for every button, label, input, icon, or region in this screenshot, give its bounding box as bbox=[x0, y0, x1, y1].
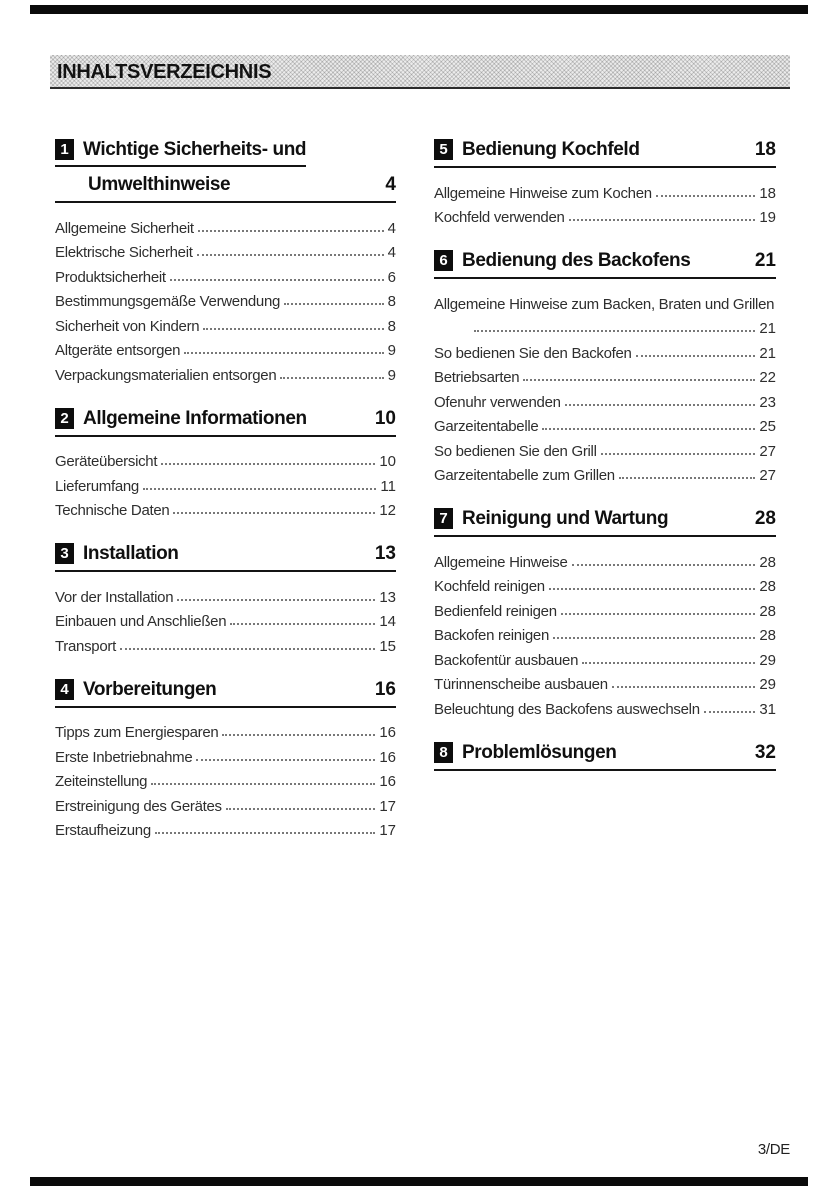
section-page-number: 32 bbox=[754, 741, 776, 763]
toc-entry-label: Bestimmungsgemäße Verwendung bbox=[55, 293, 281, 310]
toc-entry-label: Altgeräte entsorgen bbox=[55, 342, 181, 359]
section-number-badge: 8 bbox=[434, 742, 453, 763]
toc-entry bbox=[55, 310, 396, 335]
toc-section-6 bbox=[434, 250, 776, 484]
toc-entry-page: 18 bbox=[759, 184, 776, 202]
toc-entry bbox=[55, 815, 396, 840]
toc-entry-dots bbox=[569, 219, 756, 221]
toc-entry-page: 11 bbox=[380, 477, 396, 495]
section-page-number: 16 bbox=[374, 678, 396, 700]
toc-entry-dots bbox=[198, 230, 384, 232]
toc-entry-dots bbox=[280, 377, 383, 379]
toc-entry-dots bbox=[197, 254, 384, 256]
toc-entry-dots bbox=[222, 734, 375, 736]
section-number-badge: 6 bbox=[434, 250, 453, 271]
toc-entry-page: 9 bbox=[387, 366, 396, 384]
section-heading bbox=[434, 250, 776, 279]
section-number-badge: 5 bbox=[434, 139, 453, 160]
toc-entry bbox=[434, 546, 776, 571]
section-title: Problemlösungen bbox=[462, 741, 617, 763]
toc-entry-dots bbox=[230, 623, 375, 625]
page-title: INHALTSVERZEICHNIS bbox=[57, 60, 272, 83]
section-title: Installation bbox=[83, 543, 179, 564]
toc-entry-label: Backofentür ausbauen bbox=[434, 651, 579, 669]
toc-entry bbox=[55, 606, 396, 631]
toc-entry-page: 29 bbox=[759, 676, 776, 693]
toc-entry-label: Garzeitentabelle bbox=[434, 418, 539, 435]
toc-entry-dots bbox=[523, 379, 755, 381]
toc-entry bbox=[434, 288, 776, 313]
toc-entry-label: Sicherheit von Kindern bbox=[55, 317, 200, 335]
toc-entry-dots bbox=[542, 428, 755, 430]
toc-entry bbox=[55, 335, 396, 360]
toc-entry-label: Erstreinigung des Gerätes bbox=[55, 797, 222, 815]
toc-entry-page: 31 bbox=[759, 700, 776, 718]
toc-entry bbox=[434, 337, 776, 362]
toc-entry-page: 21 bbox=[759, 320, 776, 337]
toc-entry bbox=[434, 202, 776, 227]
toc-entry bbox=[55, 766, 396, 791]
toc-entry-label: Allgemeine Hinweise bbox=[434, 553, 568, 571]
toc-entry-page: 12 bbox=[379, 502, 396, 519]
section-heading bbox=[434, 508, 776, 537]
toc-entry-page: 22 bbox=[759, 369, 776, 386]
section-page-number: 18 bbox=[754, 139, 776, 160]
toc-entry bbox=[434, 693, 776, 718]
toc-entry-page: 25 bbox=[759, 418, 776, 435]
toc-entry-label: So bedienen Sie den Grill bbox=[434, 442, 597, 460]
section-title: Reinigung und Wartung bbox=[462, 508, 669, 529]
section-page-number: 13 bbox=[374, 543, 396, 564]
toc-entry-dots bbox=[549, 588, 755, 590]
section-entries bbox=[55, 581, 396, 655]
toc-column-left bbox=[55, 132, 396, 839]
toc-entry-page: 4 bbox=[387, 219, 396, 237]
toc-entry bbox=[434, 595, 776, 620]
top-edge-bar bbox=[30, 5, 808, 14]
toc-entry-page: 28 bbox=[759, 578, 776, 595]
toc-section-2 bbox=[55, 408, 396, 520]
toc-entry-dots bbox=[553, 637, 755, 639]
toc-entry-page: 28 bbox=[759, 553, 776, 571]
toc-section-7 bbox=[434, 508, 776, 718]
toc-entry bbox=[55, 261, 396, 286]
page-number: 3/DE bbox=[757, 1141, 790, 1158]
section-heading bbox=[55, 679, 396, 708]
toc-entry-dots bbox=[565, 404, 756, 406]
toc-entry-dots bbox=[143, 488, 376, 490]
toc-entry bbox=[434, 644, 776, 669]
toc-entry bbox=[434, 177, 776, 202]
toc-entry-dots bbox=[612, 686, 756, 688]
toc-entry-page: 15 bbox=[379, 637, 396, 655]
section-page-number: 21 bbox=[754, 250, 776, 271]
toc-entry-page: 6 bbox=[387, 268, 396, 286]
toc-entry-page: 27 bbox=[759, 467, 776, 484]
toc-entry-label: Kochfeld reinigen bbox=[434, 578, 545, 595]
toc-entry bbox=[434, 386, 776, 411]
toc-entry-label: Betriebsarten bbox=[434, 369, 520, 386]
toc-entry-label: Elektrische Sicherheit bbox=[55, 244, 193, 261]
toc-entry-label: Allgemeine Hinweise zum Kochen bbox=[434, 184, 652, 202]
toc-entry-dots bbox=[177, 599, 375, 601]
toc-entry-page: 16 bbox=[379, 748, 396, 766]
toc-entry-dots bbox=[601, 453, 756, 455]
toc-entry-page: 16 bbox=[379, 724, 396, 741]
toc-entry-label: Backofen reinigen bbox=[434, 627, 549, 644]
toc-entry-page: 9 bbox=[387, 342, 396, 359]
toc-entry-page: 17 bbox=[379, 822, 396, 839]
toc-entry bbox=[55, 790, 396, 815]
toc-entry-label: Produktsicherheit bbox=[55, 268, 166, 286]
toc-entry-label: Vor der Installation bbox=[55, 588, 174, 606]
toc-entry bbox=[55, 630, 396, 655]
toc-entry-dots bbox=[161, 463, 375, 465]
section-number-badge: 7 bbox=[434, 508, 453, 529]
toc-entry-page: 13 bbox=[379, 588, 396, 606]
toc-entry bbox=[55, 446, 396, 471]
toc-entry bbox=[55, 717, 396, 742]
toc-entry-label: Allgemeine Hinweise zum Backen, Braten und Grillen bbox=[434, 295, 775, 313]
section-number-badge: 2 bbox=[55, 408, 74, 429]
toc-entry-label: Beleuchtung des Backofens auswechseln bbox=[434, 700, 700, 718]
toc-entry-label: Lieferumfang bbox=[55, 477, 139, 495]
toc-entry-label: Geräteübersicht bbox=[55, 453, 158, 470]
toc-section-8 bbox=[434, 742, 776, 771]
toc-entry bbox=[55, 359, 396, 384]
toc-section-4 bbox=[55, 679, 396, 840]
toc-entry-label: Technische Daten bbox=[55, 502, 170, 519]
toc-entry-label: Kochfeld verwenden bbox=[434, 209, 565, 226]
toc-entry bbox=[434, 362, 776, 387]
toc-entry-dots bbox=[151, 783, 375, 785]
section-heading bbox=[55, 408, 396, 437]
toc-entry bbox=[55, 470, 396, 495]
toc-entry-label: So bedienen Sie den Backofen bbox=[434, 344, 632, 362]
toc-entry-dots bbox=[155, 832, 375, 834]
toc-entry-dots bbox=[704, 711, 756, 713]
section-heading-line1 bbox=[55, 139, 306, 167]
toc-entry-label: Erstaufheizung bbox=[55, 822, 151, 839]
toc-entry-page: 19 bbox=[759, 209, 776, 226]
toc-entry-dots bbox=[196, 759, 375, 761]
toc-entry-dots bbox=[203, 328, 383, 330]
toc-entry-dots bbox=[582, 662, 755, 664]
toc-entry-page: 8 bbox=[387, 293, 396, 310]
toc-entry-label: Allgemeine Sicherheit bbox=[55, 219, 194, 237]
toc-entry-label: Einbauen und Anschließen bbox=[55, 613, 227, 630]
toc-entry-label: Tipps zum Energiesparen bbox=[55, 724, 219, 741]
toc-entry bbox=[55, 581, 396, 606]
toc-section-3 bbox=[55, 543, 396, 655]
toc-entry-label: Bedienfeld reinigen bbox=[434, 602, 557, 620]
toc-entry-page: 8 bbox=[387, 317, 396, 335]
toc-entry-page: 29 bbox=[759, 651, 776, 669]
section-number-badge: 1 bbox=[55, 139, 74, 160]
toc-entry bbox=[55, 212, 396, 237]
section-title: Bedienung des Backofens bbox=[462, 250, 691, 271]
toc-entry-dots bbox=[619, 477, 755, 479]
toc-entry-label: Zeiteinstellung bbox=[55, 773, 148, 790]
toc-entry-label: Transport bbox=[55, 637, 116, 655]
section-title: Bedienung Kochfeld bbox=[462, 139, 640, 160]
toc-entry bbox=[434, 435, 776, 460]
toc-entry-dots bbox=[284, 303, 384, 305]
toc-entry bbox=[434, 571, 776, 596]
toc-entry bbox=[55, 237, 396, 262]
toc-section-5 bbox=[434, 139, 776, 226]
section-heading bbox=[55, 543, 396, 572]
toc-entry-dots bbox=[173, 512, 375, 514]
toc-entry-page: 17 bbox=[379, 797, 396, 815]
toc-entry bbox=[434, 411, 776, 436]
section-title: Allgemeine Informationen bbox=[83, 407, 307, 429]
toc-entry-dots bbox=[170, 279, 384, 281]
section-entries bbox=[434, 288, 776, 484]
toc-entry-label: Verpackungsmaterialien entsorgen bbox=[55, 366, 277, 384]
toc-entry-continuation bbox=[434, 313, 776, 338]
toc-entry bbox=[55, 495, 396, 520]
section-heading bbox=[55, 139, 396, 167]
toc-entry-page: 27 bbox=[759, 442, 776, 460]
toc-entry bbox=[434, 620, 776, 645]
section-number-badge: 3 bbox=[55, 543, 74, 564]
section-entries bbox=[55, 212, 396, 384]
toc-entry-label: Garzeitentabelle zum Grillen bbox=[434, 467, 615, 484]
toc-column-right bbox=[434, 132, 776, 771]
toc-entry-page: 10 bbox=[379, 453, 396, 470]
toc-entry-label: Ofenuhr verwenden bbox=[434, 393, 561, 411]
toc-entry-label: Erste Inbetriebnahme bbox=[55, 748, 193, 766]
section-title-continued: Umwelthinweise bbox=[88, 174, 231, 195]
toc-entry bbox=[434, 460, 776, 485]
section-page-number: 10 bbox=[374, 407, 396, 429]
section-page-number: 28 bbox=[754, 508, 776, 529]
section-number-badge: 4 bbox=[55, 679, 74, 700]
section-heading-line2 bbox=[55, 174, 396, 203]
toc-entry-page: 21 bbox=[759, 344, 776, 362]
section-entries bbox=[434, 546, 776, 718]
section-page-number: 4 bbox=[385, 174, 396, 195]
toc-entry bbox=[55, 286, 396, 311]
toc-entry-dots bbox=[474, 330, 755, 332]
toc-entry-dots bbox=[561, 613, 756, 615]
toc-entry-label: Türinnenscheibe ausbauen bbox=[434, 676, 608, 693]
toc-entry-dots bbox=[656, 195, 756, 197]
toc-entry-page: 4 bbox=[387, 244, 396, 261]
section-heading bbox=[434, 742, 776, 771]
toc-entry-page: 23 bbox=[759, 393, 776, 411]
section-title: Wichtige Sicherheits- und bbox=[83, 139, 307, 160]
section-entries bbox=[55, 446, 396, 520]
toc-entry bbox=[434, 669, 776, 694]
toc-entry-page: 14 bbox=[379, 613, 396, 630]
section-title: Vorbereitungen bbox=[83, 678, 217, 700]
toc-entry-dots bbox=[184, 352, 383, 354]
toc-entry-dots bbox=[572, 564, 756, 566]
toc-entry-page: 28 bbox=[759, 602, 776, 620]
section-entries bbox=[55, 717, 396, 840]
section-heading bbox=[434, 139, 776, 168]
toc-section-1 bbox=[55, 139, 396, 384]
toc-entry-dots bbox=[226, 808, 376, 810]
toc-entry bbox=[55, 741, 396, 766]
toc-entry-dots bbox=[636, 355, 756, 357]
section-entries bbox=[434, 177, 776, 226]
toc-entry-page: 28 bbox=[759, 627, 776, 644]
toc-entry-page: 16 bbox=[379, 773, 396, 790]
toc-entry-dots bbox=[120, 648, 375, 650]
bottom-edge-bar bbox=[30, 1177, 808, 1186]
page-header bbox=[50, 55, 790, 89]
